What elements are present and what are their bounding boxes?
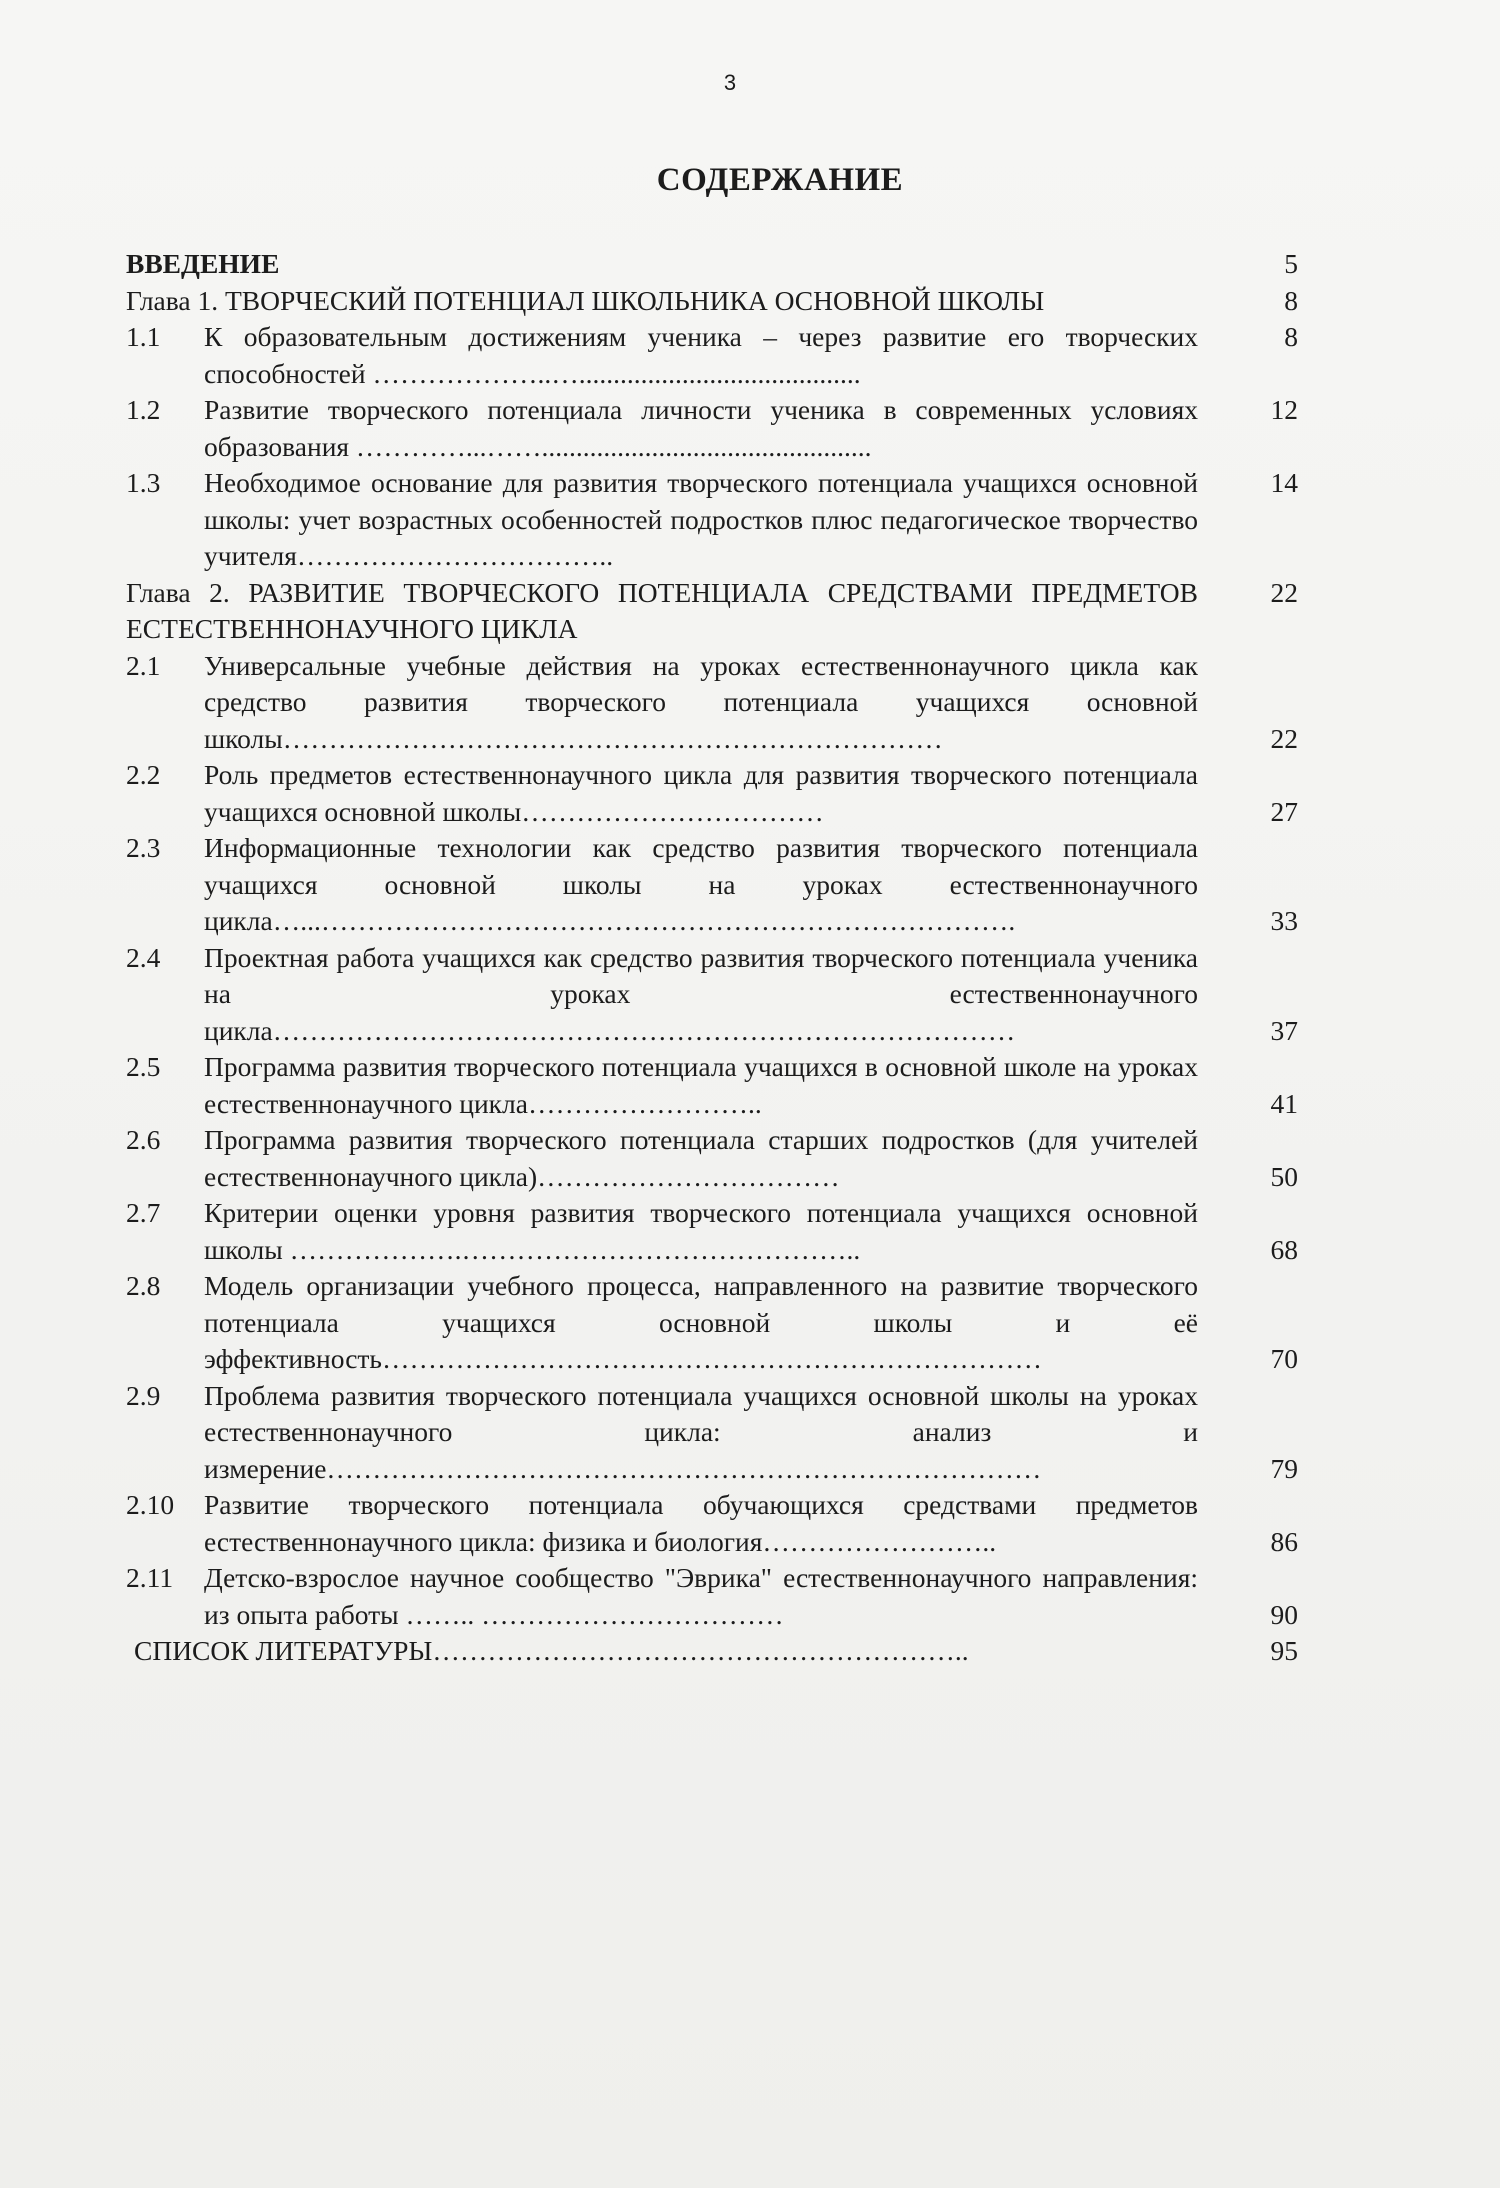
toc-entry-2-9[interactable] xyxy=(126,1378,1298,1488)
toc-entry-2-10[interactable] xyxy=(126,1487,1298,1560)
toc-entry-page: 50 xyxy=(1270,1160,1298,1192)
toc-section-number: 2.7 xyxy=(126,1197,161,1228)
toc-entry-bibliography[interactable] xyxy=(126,1633,1298,1670)
toc-entry-page: 37 xyxy=(1270,1014,1298,1046)
toc-section-number: 1.2 xyxy=(126,394,161,425)
toc-entry-text: Проектная работа учащихся как средство развития творческого потенциала ученика на уроках естественнонаучного цикла……………………………………………………………………… xyxy=(204,941,1198,1046)
toc-entry-page: 27 xyxy=(1270,795,1298,827)
toc-section-number: 2.9 xyxy=(126,1379,161,1411)
toc-entry-text: Развитие творческого потенциала личности ученика в современных условиях образования …………...……................................................ xyxy=(204,394,1198,462)
toc-entry-2-11[interactable] xyxy=(126,1560,1298,1633)
toc-entry-text: Программа развития творческого потенциала учащихся в основной школе на уроках естественнонаучного цикла…………………….. xyxy=(204,1051,1198,1119)
toc-section-number: 2.6 xyxy=(126,1124,161,1155)
toc-entry-text: Универсальные учебные действия на уроках естественнонаучного цикла как средство развития творческого потенциала учащихся основной школы……………………………………………………………… xyxy=(204,649,1198,754)
toc-entry-page: 95 xyxy=(1270,1635,1298,1666)
toc-entry-page: 33 xyxy=(1270,905,1298,936)
toc-section-number: 1.3 xyxy=(126,467,161,498)
toc-entry-page: 12 xyxy=(1270,394,1298,425)
toc-section-number: 2.11 xyxy=(126,1562,174,1593)
toc-section-number: 2.10 xyxy=(126,1489,175,1520)
toc-entry-2-7[interactable] xyxy=(126,1195,1298,1268)
toc-entry-page: 90 xyxy=(1270,1598,1298,1630)
toc-entry-page: 68 xyxy=(1270,1233,1298,1265)
toc-entry-text: Информационные технологии как средство развития творческого потенциала учащихся основной школы на уроках естественнонаучного цикла…...…………………………………………………………………. xyxy=(204,832,1198,936)
toc-entry-2-6[interactable] xyxy=(126,1122,1298,1195)
toc-entry-2-3[interactable] xyxy=(126,830,1298,940)
toc-title: СОДЕРЖАНИЕ xyxy=(656,162,904,198)
toc-section-number: 2.8 xyxy=(126,1270,161,1301)
toc-entry-page: 8 xyxy=(1284,284,1298,316)
toc-entry-text: Программа развития творческого потенциала старших подростков (для учителей естественнонаучного цикла)…………………………… xyxy=(204,1124,1198,1192)
toc-entry-text: Детско-взрослое научное сообщество "Эврика" естественнонаучного направления: из опыта работы …….. …………………………… xyxy=(204,1562,1198,1630)
toc-entry-2-2[interactable] xyxy=(126,757,1298,830)
toc-entry-1-3[interactable] xyxy=(126,465,1298,575)
toc-entry-text: Необходимое основание для развития творческого потенциала учащихся основной школы: учет возрастных особенностей подростков плюс педагогическое творчество учителя…………………………….. xyxy=(204,467,1198,571)
toc-entry-text: СПИСОК ЛИТЕРАТУРЫ………………………………………………….. xyxy=(134,1635,969,1666)
table-of-contents xyxy=(126,246,1298,1670)
toc-entry-page: 14 xyxy=(1270,467,1298,498)
toc-entry-2-1[interactable] xyxy=(126,648,1298,758)
toc-entry-2-5[interactable] xyxy=(126,1049,1298,1122)
toc-section-number: 2.4 xyxy=(126,941,161,973)
toc-entry-text: Развитие творческого потенциала обучающихся средствами предметов естественнонаучного цикла: физика и биология…………………….. xyxy=(204,1489,1198,1557)
toc-entry-text: К образовательным достижениям ученика – через развитие его творческих способностей ………………..…......................................... xyxy=(204,321,1198,389)
toc-entry-1-1[interactable] xyxy=(126,319,1298,392)
toc-entry-page: 5 xyxy=(1284,248,1298,279)
toc-section-number: 2.2 xyxy=(126,759,161,790)
toc-entry-page: 41 xyxy=(1270,1087,1298,1119)
page-number: 3 xyxy=(723,70,737,95)
toc-entry-page: 70 xyxy=(1270,1343,1298,1374)
toc-entry-text: Модель организации учебного процесса, направленного на развитие творческого потенциала учащихся основной школы и её эффективность……………………………………………………………… xyxy=(204,1270,1198,1374)
toc-section-number: 2.5 xyxy=(126,1051,161,1082)
toc-entry-page: 22 xyxy=(1270,722,1298,754)
toc-entry-text: Глава 2. РАЗВИТИЕ ТВОРЧЕСКОГО ПОТЕНЦИАЛА СРЕДСТВАМИ ПРЕДМЕТОВ ЕСТЕСТВЕННОНАУЧНОГО ЦИКЛА xyxy=(126,576,1198,644)
toc-entry-text: Роль предметов естественнонаучного цикла для развития творческого потенциала учащихся основной школы…………………………… xyxy=(204,759,1198,827)
toc-entry-text: Критерии оценки уровня развития творческого потенциала учащихся основной школы ……………….…………………………………….. xyxy=(204,1197,1198,1265)
toc-entry-text: Проблема развития творческого потенциала учащихся основной школы на уроках естественнонаучного цикла: анализ и измерение…………………………………………………………………… xyxy=(204,1379,1198,1484)
toc-entry-text: ВВЕДЕНИЕ xyxy=(126,248,280,279)
toc-entry-chapter-2[interactable] xyxy=(126,575,1298,648)
toc-entry-introduction[interactable] xyxy=(126,246,1298,283)
toc-entry-page: 86 xyxy=(1270,1525,1298,1557)
toc-entry-text: Глава 1. ТВОРЧЕСКИЙ ПОТЕНЦИАЛ ШКОЛЬНИКА ОСНОВНОЙ ШКОЛЫ xyxy=(126,284,1045,316)
toc-entry-page: 8 xyxy=(1284,321,1298,352)
toc-entry-1-2[interactable] xyxy=(126,392,1298,465)
toc-entry-page: 79 xyxy=(1270,1452,1298,1484)
toc-section-number: 2.1 xyxy=(126,649,161,681)
toc-entry-chapter-1[interactable] xyxy=(126,283,1298,320)
toc-entry-2-4[interactable] xyxy=(126,940,1298,1050)
toc-entry-page: 22 xyxy=(1270,576,1298,608)
toc-entry-2-8[interactable] xyxy=(126,1268,1298,1378)
toc-section-number: 1.1 xyxy=(126,321,161,352)
toc-section-number: 2.3 xyxy=(126,832,161,863)
